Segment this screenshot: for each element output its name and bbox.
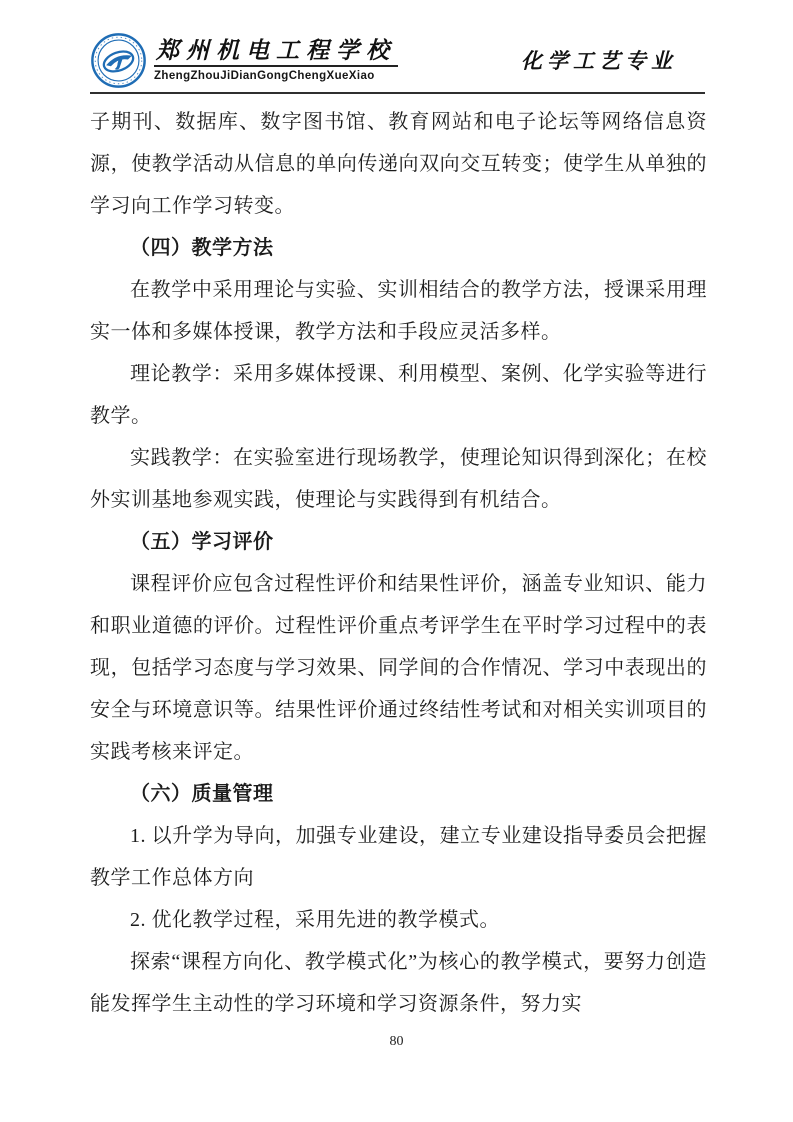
- page-number: 80: [389, 1034, 404, 1049]
- document-body: [90, 101, 707, 1025]
- paragraph-item-2-optimize: 2. 优化教学过程，采用先进的教学模式。: [130, 909, 500, 931]
- header-brand: [90, 32, 398, 89]
- page-header: [90, 28, 705, 94]
- section-heading-quality-management: （六）质量管理: [130, 783, 274, 805]
- paragraph-item-1-guidance: 1. 以升学为导向，加强专业建设，建立专业建设指导委员会把握教学工作总体方向: [90, 825, 707, 889]
- paragraph-theory-teaching: 理论教学：采用多媒体授课、利用模型、案例、化学实验等进行教学。: [90, 363, 707, 427]
- paragraph-course-evaluation: 课程评价应包含过程性评价和结果性评价，涵盖专业知识、能力和职业道德的评价。过程性评价重点考评学生在平时学习过程中的表现，包括学习态度与学习效果、同学间的合作情况、学习中表现出的安全与环境意识等。结果性评价通过终结性考试和对相关实训项目的实践考核来评定。: [90, 573, 707, 763]
- paragraph-practice-teaching: 实践教学：在实验室进行现场教学，使理论知识得到深化；在校外实训基地参观实践，使理论与实践得到有机结合。: [90, 447, 707, 511]
- paragraph-explore-model: 探索“课程方向化、教学模式化”为核心的教学模式，要努力创造能发挥学生主动性的学习环境和学习资源条件，努力实: [90, 951, 707, 1015]
- school-name-block: [154, 38, 398, 82]
- paragraph-network-resources: 子期刊、数据库、数字图书馆、教育网站和电子论坛等网络信息资源，使教学活动从信息的单向传递向双向交互转变；使学生从单独的学习向工作学习转变。: [90, 111, 707, 217]
- school-pinyin: ZhengZhouJiDianGongChengXueXiao: [154, 70, 375, 83]
- major-title: 化学工艺专业: [521, 49, 677, 73]
- paragraph-teaching-approach: 在教学中采用理论与实验、实训相结合的教学方法，授课采用理实一体和多媒体授课，教学方法和手段应灵活多样。: [90, 279, 707, 343]
- section-heading-learning-evaluation: （五）学习评价: [130, 531, 274, 553]
- school-logo-icon: [90, 32, 147, 89]
- page-footer: [0, 1032, 793, 1050]
- school-name: 郑州机电工程学校: [154, 38, 398, 67]
- section-heading-teaching-methods: （四）教学方法: [130, 237, 274, 259]
